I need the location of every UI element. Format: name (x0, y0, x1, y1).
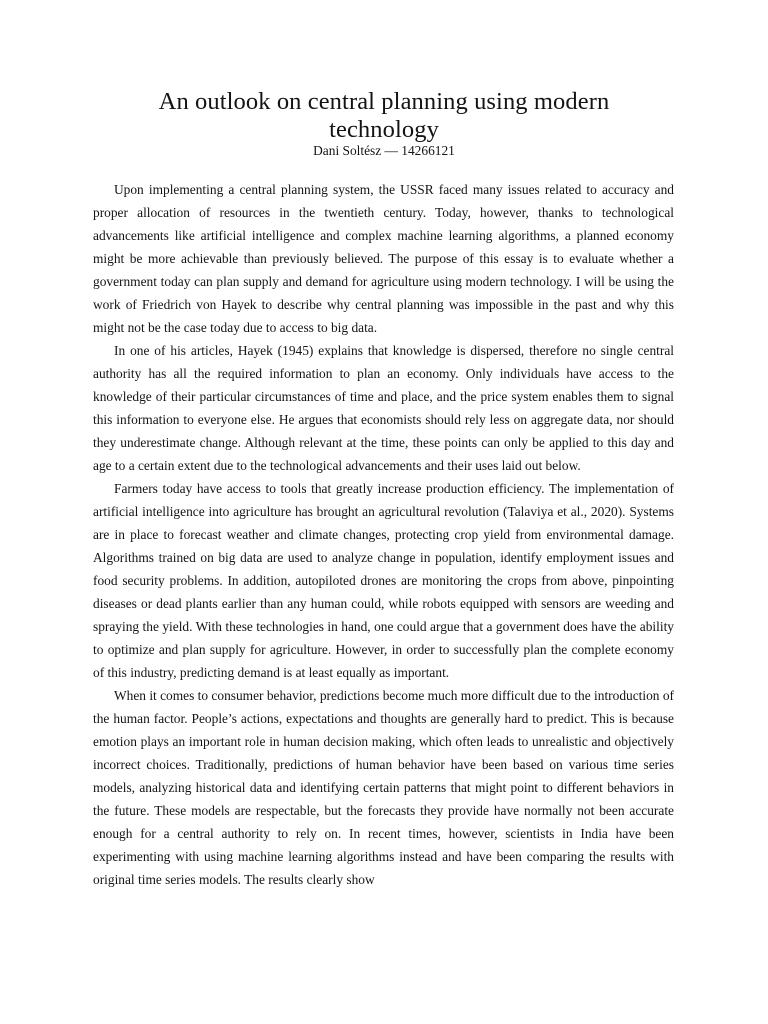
author-byline: Dani Soltész — 14266121 (313, 143, 455, 158)
paragraph-4: When it comes to consumer behavior, predictions become much more difficult due to the introduction of the human factor. People’s actions, expectations and thoughts are generally hard to predict. This is because emotion plays an important role in human decision making, which often leads to unrealistic and objectively incorrect choices. Traditionally, predictions of human behavior have been based on various time series models, analyzing historical data and identifying certain patterns that might point to different behaviors in the future. These models are respectable, but the forecasts they provide have normally not been accurate enough for a central authority to rely on. In recent times, however, scientists in India have been experimenting with using machine learning algorithms instead and have been comparing the results with original time series models. The results clearly show (93, 688, 674, 887)
paragraph-2: In one of his articles, Hayek (1945) explains that knowledge is dispersed, therefore no single central authority has all the required information to plan an economy. Only individuals have access to the knowledge of their particular circumstances of time and place, and the price system enables them to signal this information to everyone else. He argues that economists should rely less on aggregate data, nor should they underestimate change. Although relevant at the time, these points can only be applied to this day and age to a certain extent due to the technological advancements and their uses laid out below. (93, 343, 674, 473)
document-title (0, 88, 768, 144)
title-line-2: technology (329, 116, 439, 143)
title-line-1: An outlook on central planning using modern (158, 88, 610, 115)
essay-body (93, 178, 674, 891)
paragraph-1: Upon implementing a central planning system, the USSR faced many issues related to accuracy and proper allocation of resources in the twentieth century. Today, however, thanks to technological advancements like artificial intelligence and complex machine learning algorithms, a planned economy might be more achievable than previously believed. The purpose of this essay is to evaluate whether a government today can plan supply and demand for agriculture using modern technology. I will be using the work of Friedrich von Hayek to describe why central planning was impossible in the past and why this might not be the case today due to access to big data. (93, 182, 674, 335)
paragraph-3: Farmers today have access to tools that greatly increase production efficiency. The implementation of artificial intelligence into agriculture has brought an agricultural revolution (Talaviya et al., 2020). Systems are in place to forecast weather and climate changes, protecting crop yield from environmental damage. Algorithms trained on big data are used to analyze change in population, identify employment issues and food security problems. In addition, autopiloted drones are monitoring the crops from above, pinpointing diseases or dead plants earlier than any human could, while robots equipped with sensors are weeding and spraying the yield. With these technologies in hand, one could argue that a government does have the ability to optimize and plan supply for agriculture. However, in order to successfully plan the complete economy of this industry, predicting demand is at least equally as important. (93, 481, 674, 680)
